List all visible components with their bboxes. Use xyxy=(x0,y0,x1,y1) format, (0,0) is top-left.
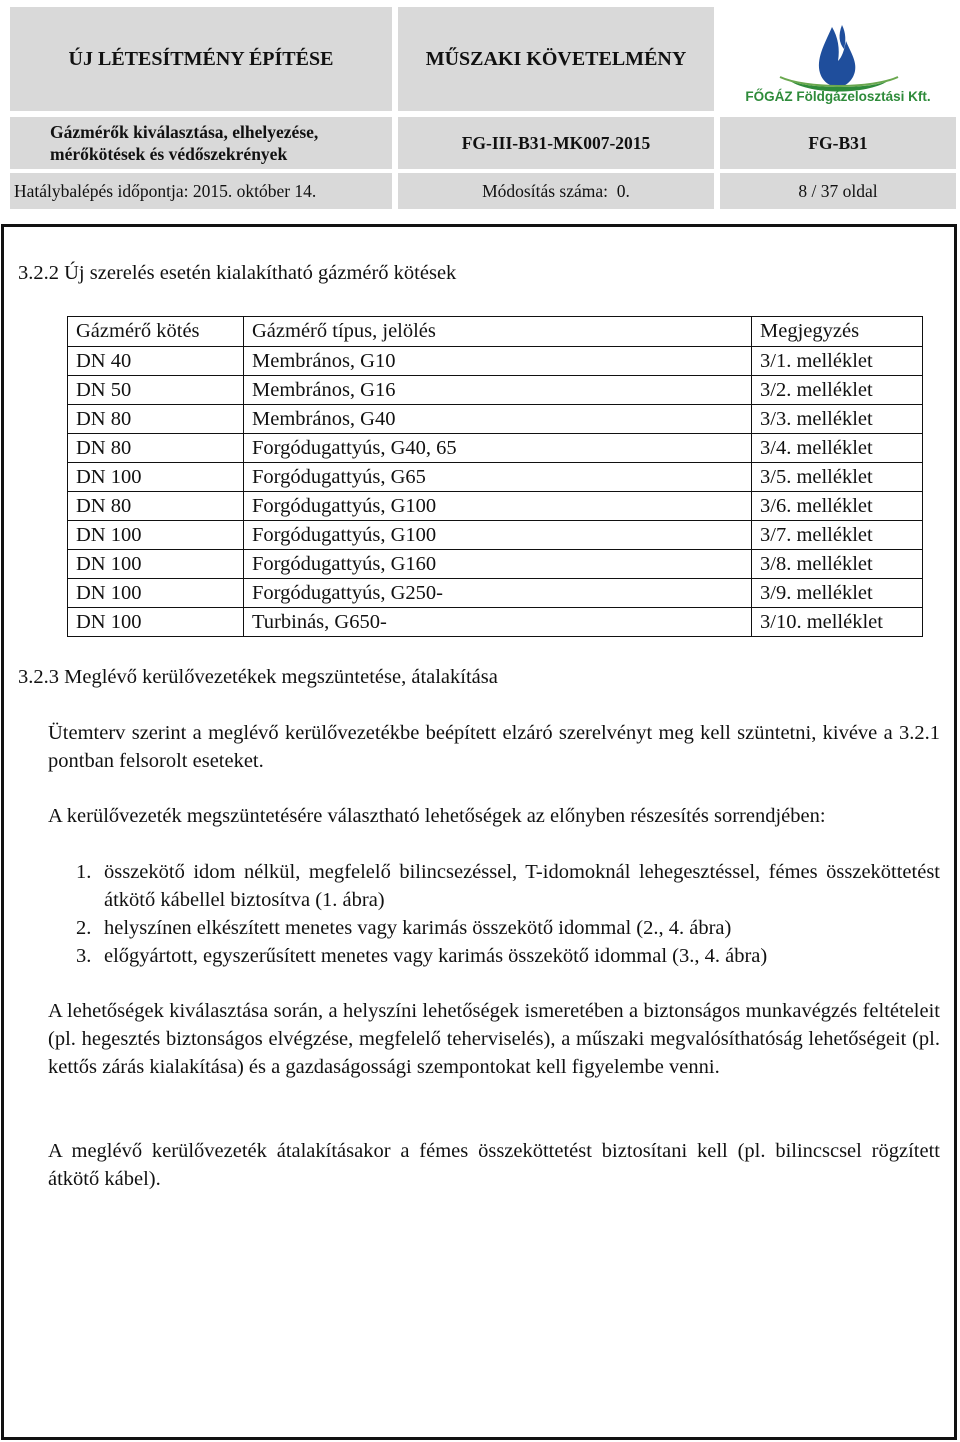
list-item: előgyártott, egyszerűsített menetes vagy karimás összekötő idommal (3., 4. ábra) xyxy=(104,945,768,967)
section-323-title: 3.2.3 Meglévő kerülővezetékek megszüntetése, átalakítása xyxy=(18,666,498,688)
table-cell: 3/4. melléklet xyxy=(752,434,923,463)
paragraph-selection: A lehetőségek kiválasztása során, a helyszíni lehetőségek ismeretében a biztonságos munkavégzés feltételeit (pl. hegesztés biztonságos elvégzése, megfelelő teherviselés), a műszaki megvalósíthatóság lehetőségeit (pl. kettős zárás kialakítása) és a gazdaságossági szempontokat kell figyelembe venni. xyxy=(48,1000,940,1078)
table-cell: Forgódugattyús, G160 xyxy=(244,550,752,579)
table-row xyxy=(68,434,923,463)
column-header: Gázmérő kötés xyxy=(68,317,244,347)
table-cell: Membrános, G40 xyxy=(244,405,752,434)
table-cell: 3/3. melléklet xyxy=(752,405,923,434)
table-cell: DN 40 xyxy=(68,347,244,376)
table-cell: Turbinás, G650- xyxy=(244,608,752,637)
table-cell: 3/6. melléklet xyxy=(752,492,923,521)
header-page-number: 8 / 37 oldal xyxy=(720,173,956,209)
header-top-left: ÚJ LÉTESÍTMÉNY ÉPÍTÉSE xyxy=(10,7,392,111)
column-header: Megjegyzés xyxy=(752,317,923,347)
table-cell: DN 100 xyxy=(68,608,244,637)
table-cell: Forgódugattyús, G250- xyxy=(244,579,752,608)
table-cell: 3/5. melléklet xyxy=(752,463,923,492)
table-row xyxy=(68,376,923,405)
table-cell: Forgódugattyús, G40, 65 xyxy=(244,434,752,463)
list-number: 2. xyxy=(76,917,92,939)
header-subject-line2: mérőkötések és védőszekrények xyxy=(50,144,288,164)
header-doc-code: FG-III-B31-MK007-2015 xyxy=(398,117,714,169)
table-cell: Forgódugattyús, G65 xyxy=(244,463,752,492)
list-number: 1. xyxy=(76,861,92,883)
paragraph-conversion: A meglévő kerülővezeték átalakításakor a fémes összeköttetést biztosítani kell (pl. bilincscsel rögzített átkötő kábel). xyxy=(48,1140,940,1190)
table-cell: 3/7. melléklet xyxy=(752,521,923,550)
table-cell: Membrános, G16 xyxy=(244,376,752,405)
header-subject xyxy=(10,117,392,169)
table-row xyxy=(68,492,923,521)
header-top-middle: MŰSZAKI KÖVETELMÉNY xyxy=(398,7,714,111)
table-cell: 3/2. melléklet xyxy=(752,376,923,405)
document-header xyxy=(2,3,956,209)
meter-connection-table xyxy=(67,316,923,637)
list-item: összekötő idom nélkül, megfelelő bilincsezéssel, T-idomoknál lehegesztéssel, fémes összeköttetést átkötő kábellel biztosítva (1. ábra) xyxy=(104,861,940,911)
table-row xyxy=(68,550,923,579)
table-header-row xyxy=(68,317,923,347)
table-row xyxy=(68,521,923,550)
table-cell: DN 80 xyxy=(68,434,244,463)
table-cell: DN 80 xyxy=(68,492,244,521)
logo-text: FŐGÁZ Földgázelosztási Kft. xyxy=(745,89,931,104)
company-logo xyxy=(720,7,956,111)
header-modification: Módosítás száma: 0. xyxy=(398,173,714,209)
table-row xyxy=(68,405,923,434)
paragraph-schedule: Ütemterv szerint a meglévő kerülővezetékbe beépített elzáró szerelvényt meg kell szüntetni, kivéve a 3.2.1 pontban felsorolt eseteket. xyxy=(48,722,940,772)
table-cell: 3/10. melléklet xyxy=(752,608,923,637)
section-322-title: 3.2.2 Új szerelés esetén kialakítható gázmérő kötések xyxy=(18,262,457,284)
table-row xyxy=(68,579,923,608)
table-cell: DN 100 xyxy=(68,579,244,608)
paragraph-options-intro: A kerülővezeték megszüntetésére választható lehetőségek az előnyben részesítés sorrendjében: xyxy=(48,805,826,827)
list-number: 3. xyxy=(76,945,92,967)
header-short-code: FG-B31 xyxy=(720,117,956,169)
table-cell: Forgódugattyús, G100 xyxy=(244,521,752,550)
table-cell: 3/9. melléklet xyxy=(752,579,923,608)
list-item: helyszínen elkészített menetes vagy karimás összekötő idommal (2., 4. ábra) xyxy=(104,917,732,939)
table-row xyxy=(68,608,923,637)
table-cell: 3/1. melléklet xyxy=(752,347,923,376)
table-row xyxy=(68,347,923,376)
table-cell: DN 80 xyxy=(68,405,244,434)
table-cell: DN 50 xyxy=(68,376,244,405)
column-header: Gázmérő típus, jelölés xyxy=(244,317,752,347)
table-row xyxy=(68,463,923,492)
table-cell: DN 100 xyxy=(68,463,244,492)
table-cell: Forgódugattyús, G100 xyxy=(244,492,752,521)
header-subject-line1: Gázmérők kiválasztása, elhelyezése, xyxy=(50,122,319,142)
table-cell: DN 100 xyxy=(68,550,244,579)
table-cell: Membrános, G10 xyxy=(244,347,752,376)
table-cell: DN 100 xyxy=(68,521,244,550)
table-cell: 3/8. melléklet xyxy=(752,550,923,579)
header-effective-date: Hatálybalépés időpontja: 2015. október 14. xyxy=(10,173,392,209)
